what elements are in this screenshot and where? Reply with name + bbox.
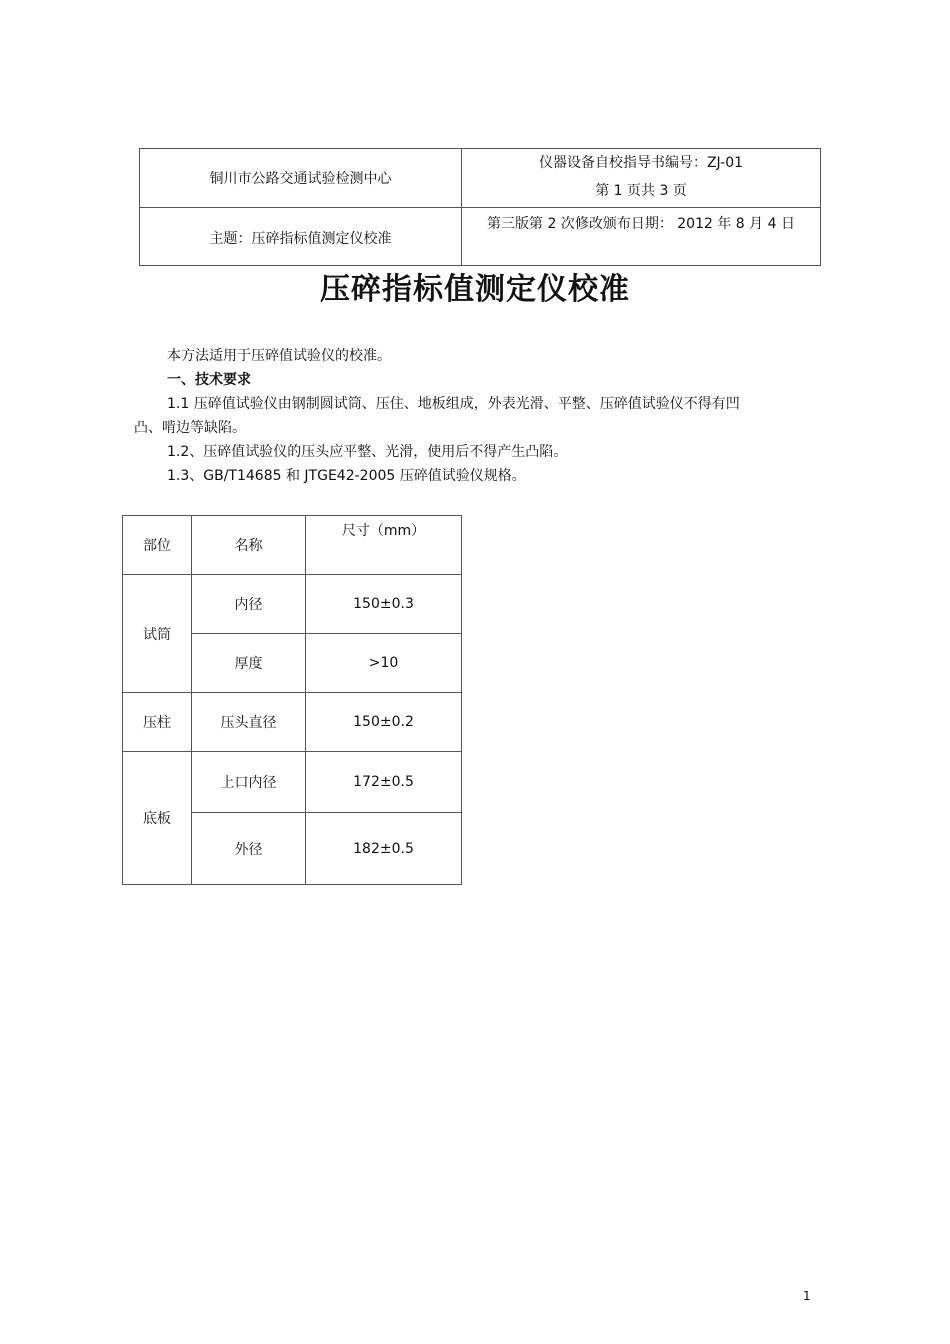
table-row	[123, 693, 462, 752]
size-cell: >10	[306, 634, 462, 693]
intro-paragraph: 本方法适用于压碎值试验仪的校准。	[167, 348, 391, 364]
subject: 主题：压碎指标值测定仪校准	[209, 231, 392, 247]
table-row	[123, 752, 462, 813]
body-text	[134, 344, 824, 488]
header-name: 名称	[192, 516, 306, 575]
edition-date: 第三版第 2 次修改颁布日期： 2012 年 8 月 4 日	[487, 216, 795, 232]
table-row	[123, 575, 462, 634]
item-1-3: 1.3、GB/T14685 和 JTGE42-2005 压碎值试验仪规格。	[167, 468, 526, 484]
size-cell: 150±0.3	[306, 575, 462, 634]
size-cell: 150±0.2	[306, 693, 462, 752]
edition-cell	[462, 208, 821, 266]
org-name: 铜川市公路交通试验检测中心	[209, 171, 392, 187]
header-part: 部位	[123, 516, 192, 575]
name-cell: 厚度	[192, 634, 306, 693]
spec-table	[122, 515, 462, 885]
item-1-1-cont: 凸、啃边等缺陷。	[134, 420, 246, 436]
item-1-2: 1.2、压碎值试验仪的压头应平整、光滑，使用后不得产生凸陷。	[167, 444, 568, 460]
header-table	[139, 148, 821, 266]
group-cell: 压柱	[123, 693, 192, 752]
item-1-1: 1.1 压碎值试验仪由钢制圆试筒、压住、地板组成，外表光滑、平整、压碎值试验仪不得有凹	[167, 396, 740, 412]
doc-code-cell	[462, 149, 821, 208]
doc-code: 仪器设备自校指导书编号：ZJ-01	[538, 155, 744, 171]
section-heading: 一、技术要求	[167, 372, 251, 388]
subject-cell	[140, 208, 462, 266]
group-cell: 试筒	[123, 575, 192, 693]
document-title: 压碎指标值测定仪校准	[320, 272, 630, 307]
name-cell: 外径	[192, 813, 306, 885]
table-header-row	[123, 516, 462, 575]
name-cell: 内径	[192, 575, 306, 634]
page-info: 第 1 页共 3 页	[595, 183, 687, 199]
org-name-cell	[140, 149, 462, 208]
size-cell: 182±0.5	[306, 813, 462, 885]
group-cell: 底板	[123, 752, 192, 885]
page-number: 1	[803, 1289, 811, 1303]
name-cell: 上口内径	[192, 752, 306, 813]
header-size: 尺寸（mm）	[306, 516, 462, 575]
size-cell: 172±0.5	[306, 752, 462, 813]
name-cell: 压头直径	[192, 693, 306, 752]
